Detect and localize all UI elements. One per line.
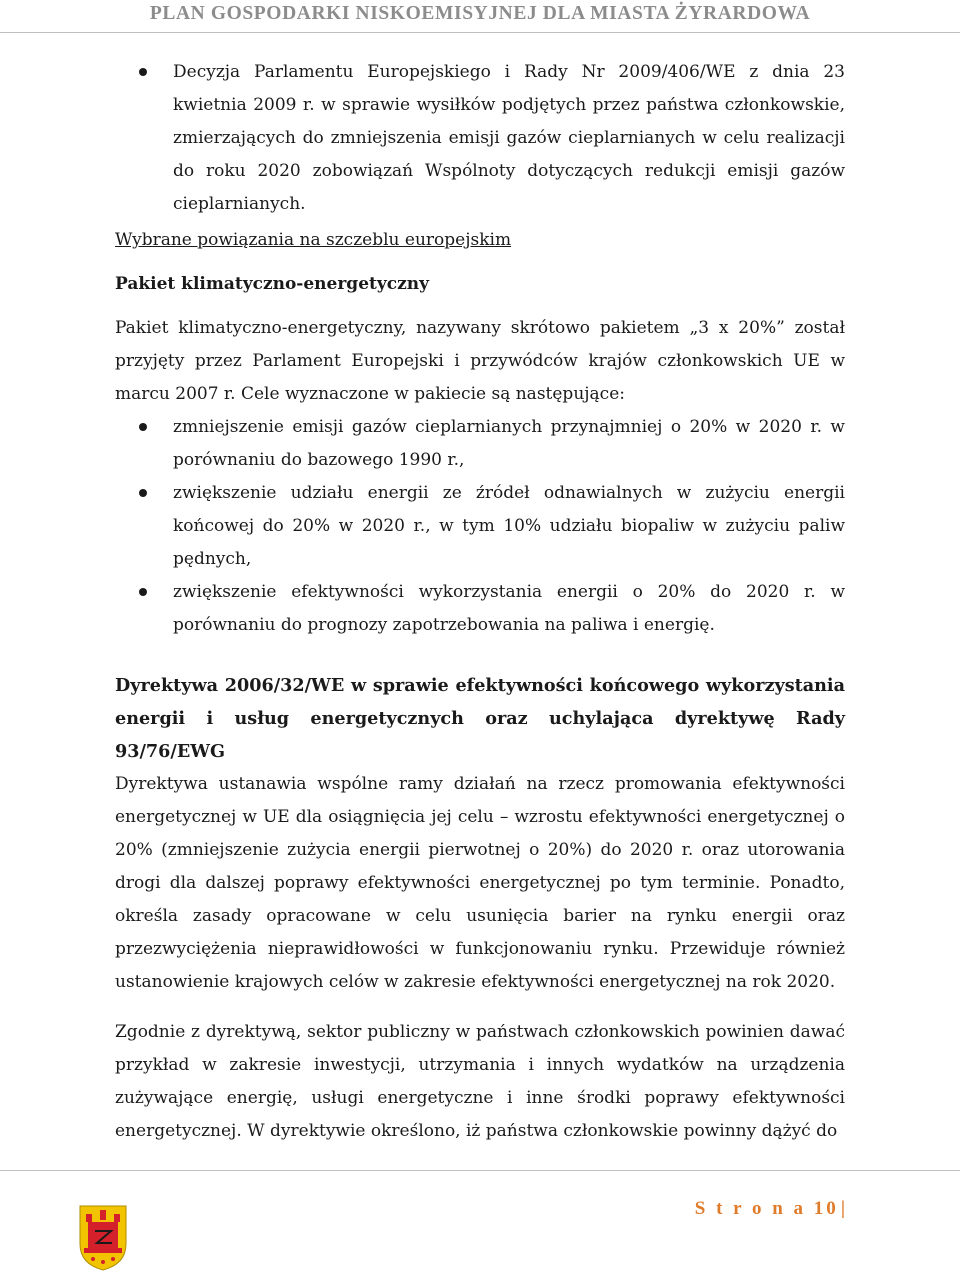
bullet-icon <box>139 588 147 596</box>
decision-list <box>115 56 845 221</box>
list-item <box>115 576 845 642</box>
list-item <box>115 411 845 477</box>
page-number <box>695 1198 845 1220</box>
list-item-text: zmniejszenie emisji gazów cieplarnianych przynajmniej o 20% w 2020 r. w porównaniu do bazowego 1990 r., <box>173 417 845 470</box>
bullet-icon <box>139 489 147 497</box>
directive-paragraph-2: Zgodnie z dyrektywą, sektor publiczny w państwach członkowskich powinien dawać przykład w zakresie inwestycji, utrzymania i innych wydatków na urządzenia zużywające energię, usługi energetyczne i inne środki poprawy efektywności energetycznej. W dyrektywie określono, iż państwa członkowskie powinny dążyć do <box>115 1022 845 1141</box>
bullet-icon <box>139 423 147 431</box>
pakiet-paragraph: Pakiet klimatyczno-energetyczny, nazywany skrótowo pakietem „3 x 20%” został przyjęty przez Parlament Europejski i przywódców krajów członkowskich UE w marcu 2007 r. Cele wyznaczone w pakiecie są następujące: <box>115 318 845 404</box>
bullet-icon <box>139 68 147 76</box>
list-item-text: Decyzja Parlamentu Europejskiego i Rady Nr 2009/406/WE z dnia 23 kwietnia 2009 r. w sprawie wysiłków podjętych przez państwa członkowskie, zmierzających do zmniejszenia emisji gazów cieplarnianych w celu realizacji do roku 2020 zobowiązań Wspólnoty dotyczących redukcji emisji gazów cieplarnianych. <box>173 62 845 214</box>
page-number-label: S t r o n a 10 <box>694 1198 839 1219</box>
page-header-title: PLAN GOSPODARKI NISKOEMISYJNEJ DLA MIASTA ŻYRARDOWA <box>149 3 811 24</box>
footer-divider <box>0 1170 960 1171</box>
document-body <box>115 56 845 1148</box>
page-number-separator: | <box>840 1198 845 1219</box>
directive-heading: Dyrektywa 2006/32/WE w sprawie efektywności końcowego wykorzystania energii i usług energetycznych oraz uchylająca dyrektywę Rady 93/76/EWG <box>115 675 845 762</box>
directive-paragraph-1: Dyrektywa ustanawia wspólne ramy działań na rzecz promowania efektywności energetycznej w UE dla osiągnięcia jej celu – wzrostu efektywności energetycznej o 20% (zmniejszenie zużycia energii pierwotnej o 20%) do 2020 r. oraz utorowania drogi dla dalszej poprawy efektywności energetycznej po tym terminie. Ponadto, określa zasady opracowane w celu usunięcia barier na rynku energii oraz przezwyciężenia nieprawidłowości w funkcjonowaniu rynku. Przewiduje również ustanowienie krajowych celów w zakresie efektywności energetycznej na rok 2020. <box>115 774 845 992</box>
pakiet-heading: Pakiet klimatyczno-energetyczny <box>115 274 429 294</box>
pakiet-goals-list <box>115 411 845 642</box>
list-item-text: zwiększenie udziału energii ze źródeł odnawialnych w zużyciu energii końcowej do 20% w 2020 r., w tym 10% udziału biopaliw w zużyciu paliw pędnych, <box>173 483 845 569</box>
list-item-text: zwiększenie efektywności wykorzystania energii o 20% do 2020 r. w porównaniu do prognozy zapotrzebowania na paliwa i energię. <box>173 582 845 635</box>
list-item <box>115 56 845 221</box>
city-coat-of-arms-icon <box>78 1204 128 1272</box>
list-item <box>115 477 845 576</box>
header-divider <box>0 32 960 33</box>
section-subtitle: Wybrane powiązania na szczeblu europejskim <box>115 230 512 250</box>
